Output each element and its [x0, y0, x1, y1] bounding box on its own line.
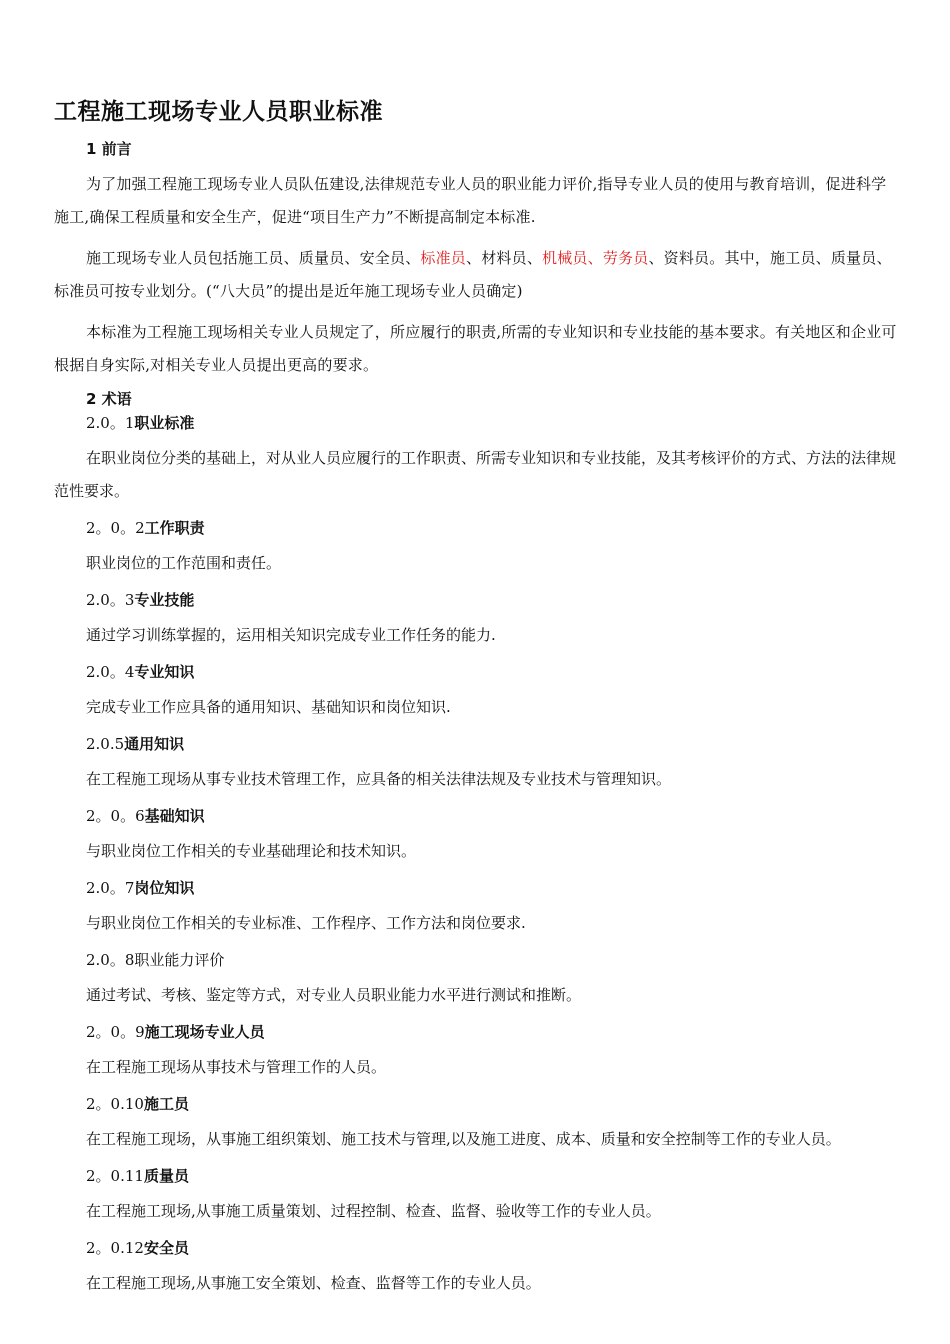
term-heading — [86, 517, 900, 539]
preface-paragraph-1: 为了加强工程施工现场专业人员队伍建设,法律规范专业人员的职业能力评价,指导专业人员的使用与教育培训，促进科学施工,确保工程质量和安全生产，促进“项目生产力”不断提高制定本标准. — [54, 175, 887, 226]
p2-text-e: 、资料员。其中，施工员、质量员、标准员可按专业划分。(“八大员”的提出是近年施工现场专业人员确定) — [54, 249, 892, 300]
term-number: 2.0.5 — [86, 735, 125, 753]
term-heading — [86, 1237, 900, 1259]
term-definition: 在工程施工现场，从事施工组织策划、施工技术与管理,以及施工进度、成本、质量和安全控制等工作的专业人员。 — [86, 1130, 841, 1148]
term-number: 2。0.10 — [86, 1095, 144, 1113]
term-number: 2。0。6 — [86, 807, 145, 825]
term-name: 安全员 — [143, 1239, 189, 1257]
term-name: 工作职责 — [144, 519, 205, 537]
term-heading — [86, 412, 900, 434]
term-number: 2。0.11 — [86, 1167, 144, 1185]
term-definition: 通过学习训练掌握的，运用相关知识完成专业工作任务的能力. — [86, 626, 496, 644]
section-heading-terms: 2 术语 — [86, 390, 132, 408]
term-name: 施工现场专业人员 — [144, 1023, 265, 1041]
term-heading — [86, 805, 900, 827]
highlight-machinery-labor: 机械员、劳务员 — [542, 249, 649, 267]
term-definition: 在工程施工现场从事专业技术管理工作，应具备的相关法律法规及专业技术与管理知识。 — [86, 770, 672, 788]
p2-text-a: 施工现场专业人员包括施工员、质量员、安全员、 — [86, 249, 421, 267]
term-name: 职业能力评价 — [134, 951, 225, 969]
term-definition: 通过考试、考核、鉴定等方式，对专业人员职业能力水平进行测试和推断。 — [86, 986, 582, 1004]
term-heading — [86, 589, 900, 611]
term-name: 施工员 — [143, 1095, 189, 1113]
term-heading — [86, 733, 900, 755]
term-number: 2.0。3 — [86, 591, 135, 609]
document-title: 工程施工现场专业人员职业标准 — [54, 99, 383, 125]
term-definition: 在职业岗位分类的基础上，对从业人员应履行的工作职责、所需专业知识和专业技能，及其考核评价的方式、方法的法律规范性要求。 — [54, 449, 897, 500]
term-name: 专业技能 — [134, 591, 195, 609]
term-number: 2.0。4 — [86, 663, 135, 681]
term-name: 基础知识 — [144, 807, 205, 825]
term-number: 2。0。2 — [86, 519, 145, 537]
term-definition: 完成专业工作应具备的通用知识、基础知识和岗位知识. — [86, 698, 451, 716]
term-name: 质量员 — [143, 1167, 189, 1185]
term-definition: 在工程施工现场从事技术与管理工作的人员。 — [86, 1058, 387, 1076]
term-name: 通用知识 — [124, 735, 185, 753]
term-name: 专业知识 — [134, 663, 195, 681]
term-number: 2.0。1 — [86, 414, 135, 432]
term-definition: 与职业岗位工作相关的专业基础理论和技术知识。 — [86, 842, 417, 860]
term-heading — [86, 1093, 900, 1115]
preface-paragraph-3: 本标准为工程施工现场相关专业人员规定了，所应履行的职责,所需的专业知识和专业技能的基本要求。有关地区和企业可根据自身实际,对相关专业人员提出更高的要求。 — [54, 323, 897, 374]
term-definition: 职业岗位的工作范围和责任。 — [86, 554, 282, 572]
term-heading — [86, 661, 900, 683]
term-heading — [86, 1021, 900, 1043]
terms-list — [54, 412, 900, 1300]
term-number: 2.0。8 — [86, 951, 135, 969]
term-definition: 在工程施工现场,从事施工安全策划、检查、监督等工作的专业人员。 — [86, 1274, 541, 1292]
term-heading — [86, 1165, 900, 1187]
term-number: 2。0。9 — [86, 1023, 145, 1041]
preface-paragraph-2 — [54, 242, 900, 308]
p2-text-c: 、材料员、 — [466, 249, 543, 267]
document-page — [54, 96, 900, 1300]
term-definition: 与职业岗位工作相关的专业标准、工作程序、工作方法和岗位要求. — [86, 914, 526, 932]
term-definition: 在工程施工现场,从事施工质量策划、过程控制、检查、监督、验收等工作的专业人员。 — [86, 1202, 661, 1220]
term-number: 2.0。7 — [86, 879, 135, 897]
term-name: 岗位知识 — [134, 879, 195, 897]
term-name: 职业标准 — [134, 414, 195, 432]
section-heading-preface: 1 前言 — [86, 140, 132, 158]
term-number: 2。0.12 — [86, 1239, 144, 1257]
term-heading — [86, 877, 900, 899]
term-heading — [86, 949, 900, 971]
highlight-standard-officer: 标准员 — [420, 249, 467, 267]
